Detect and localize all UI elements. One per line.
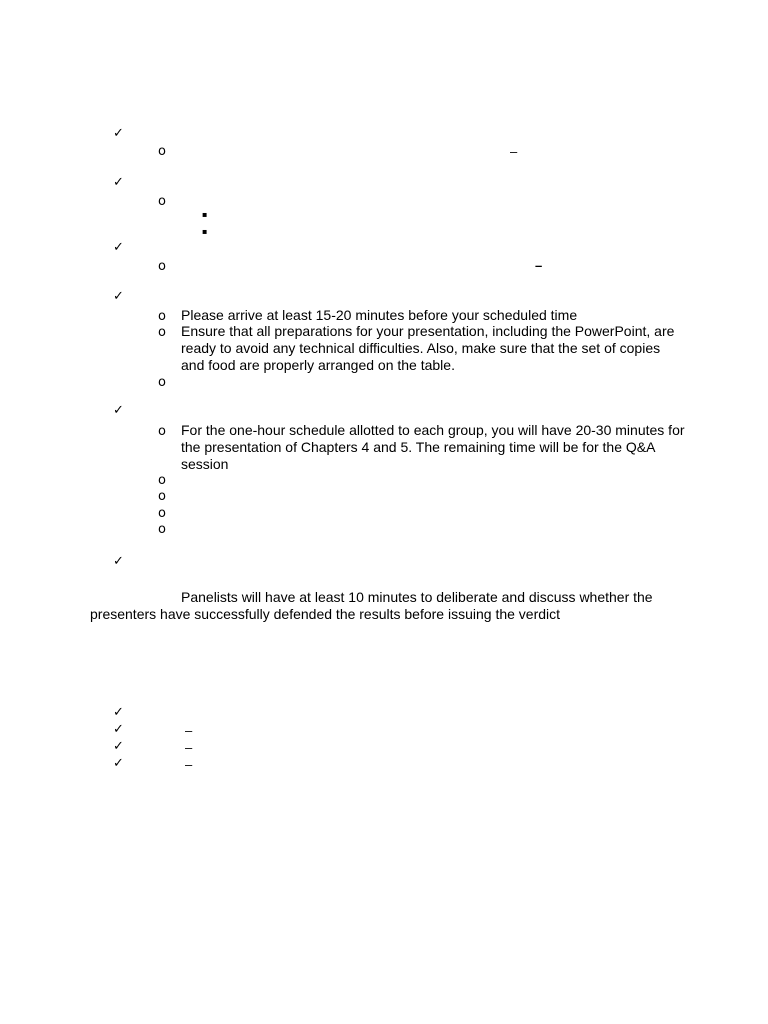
dash-mark: –: [535, 258, 543, 273]
circle-bullet-icon: o: [158, 522, 166, 537]
circle-bullet-icon: o: [158, 506, 166, 521]
check-icon: ✓: [113, 739, 124, 754]
dash-mark: –: [185, 740, 193, 755]
circle-bullet-icon: o: [158, 194, 166, 209]
square-bullet-icon: ▪: [202, 227, 208, 236]
circle-bullet-icon: o: [158, 375, 166, 390]
circle-bullet-icon: o: [158, 259, 166, 274]
dash-mark: –: [510, 144, 518, 159]
check-icon: ✓: [113, 705, 124, 720]
preparation-instruction: Ensure that all preparations for your presentation, including the PowerPoint, are ready to avoid any technical difficulties. Also, make sure that the set of copies and food are properly arranged on the table.: [181, 323, 675, 373]
check-icon: ✓: [113, 403, 124, 418]
circle-bullet-icon: o: [158, 325, 166, 340]
circle-bullet-icon: o: [158, 309, 166, 324]
check-icon: ✓: [113, 756, 124, 771]
check-icon: ✓: [113, 240, 124, 255]
square-bullet-icon: ▪: [202, 210, 208, 219]
circle-bullet-icon: o: [158, 473, 166, 488]
circle-bullet-icon: o: [158, 489, 166, 504]
deliberation-line-1: Panelists will have at least 10 minutes to deliberate and discuss whether the: [181, 589, 653, 605]
deliberation-line-2: presenters have successfully defended the results before issuing the verdict: [90, 606, 561, 622]
check-icon: ✓: [113, 175, 124, 190]
schedule-instruction: For the one-hour schedule allotted to each group, you will have 20-30 minutes for the presentation of Chapters 4 and 5. The remaining time will be for the Q&A session: [181, 422, 685, 472]
check-icon: ✓: [113, 722, 124, 737]
check-icon: ✓: [113, 126, 124, 141]
check-icon: ✓: [113, 289, 124, 304]
circle-bullet-icon: o: [158, 144, 166, 159]
check-icon: ✓: [113, 554, 124, 569]
circle-bullet-icon: o: [158, 424, 166, 439]
dash-mark: –: [185, 723, 193, 738]
arrival-instruction: Please arrive at least 15-20 minutes before your scheduled time: [181, 307, 578, 323]
dash-mark: –: [185, 757, 193, 772]
